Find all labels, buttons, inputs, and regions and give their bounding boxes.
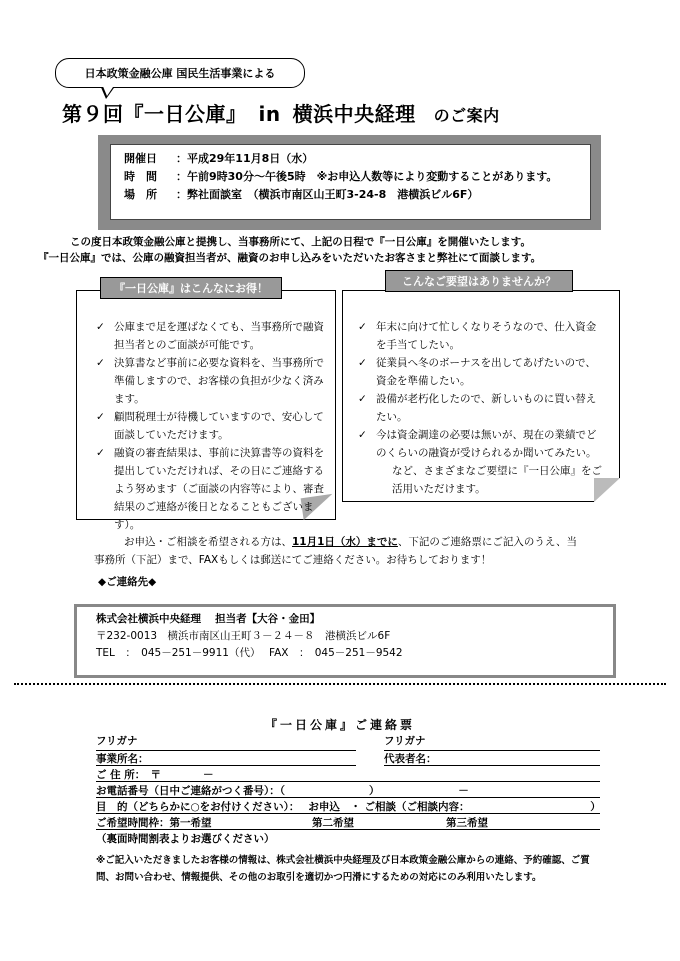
contact-company: 株式会社横浜中央経理 担当者【大谷・金田】 (96, 613, 321, 625)
page-title (62, 98, 500, 127)
check-icon: ✓ (358, 321, 367, 333)
check-icon: ✓ (358, 357, 367, 369)
apply-line-2: 事務所（下記）まで、FAXもしくは郵送にてご連絡ください。お待ちしております！ (94, 554, 492, 566)
needs-closing: など、さまざまなご要望に『一日公庫』をご活用いただけます。 (392, 465, 602, 495)
check-icon: ✓ (96, 357, 105, 369)
check-icon: ✓ (96, 411, 105, 423)
event-place-row (124, 186, 557, 204)
title-part-company: 横浜中央経理 (292, 102, 416, 126)
address-field[interactable]: ご 住 所： 〒 － (96, 767, 600, 782)
purpose-field[interactable]: 目 的（どちらかに○をお付けください）： お申込 ・ ご相談（ご相談内容： ） (96, 801, 601, 813)
contact-heading: ◆ご連絡先◆ (98, 576, 157, 588)
event-time-row (124, 168, 557, 186)
need-item: ✓ 従業員へ冬のボーナスを出してあげたいので、資金を準備したい。 (358, 354, 602, 390)
furigana-label-2: フリガナ (384, 735, 426, 747)
benefit-item: ✓ 顧問税理士が待機していますので、安心して面談していただけます。 (96, 408, 334, 444)
furigana-label-1: フリガナ (96, 735, 138, 747)
need-item: ✓ 年末に向けて忙しくなりそうなので、仕入資金を手当てしたい。 (358, 318, 602, 354)
benefit-item: ✓ 融資の審査結果は、事前に決算書等の資料を提出していただければ、その日にご連絡するよう努めます（ご面談の内容等により、審査結果のご連絡が後日となることもございます）。 (96, 444, 334, 534)
representative-field[interactable]: 代表者名： (384, 751, 600, 766)
phone-field[interactable]: お電話番号（日中ご連絡がつく番号）：（ ） － (96, 783, 600, 798)
form-note: （裏面時間割表よりお選びください） (96, 833, 275, 845)
title-part-event: 第９回『一日公庫』 (62, 102, 247, 126)
check-icon: ✓ (358, 393, 367, 405)
intro-line-1: この度日本政策金融公庫と提携し、当事務所にて、上記の日程で『一日公庫』を開催いたします。 (70, 236, 531, 248)
contact-address: 〒232-0013 横浜市南区山王町３－２４－８ 港横浜ビル6F (96, 630, 391, 642)
event-date-label: 開催日 (124, 152, 157, 165)
event-time: ：午前9時30分～午後5時 ※お申込人数等により変動することがあります。 (176, 170, 558, 183)
furigana-field-2[interactable] (384, 736, 600, 751)
event-date: ：平成29年11月8日（水） (176, 152, 314, 165)
apply-line-1: お申込・ご相談を希望される方は、11月1日（水）までに、下記のご連絡票にご記入のうえ、当 (124, 536, 578, 548)
event-info (124, 150, 557, 204)
check-icon: ✓ (96, 321, 105, 333)
benefits-list (96, 318, 334, 534)
privacy-note: ※ご記入いただきましたお客様の情報は、株式会社横浜中央経理及び日本政策金融公庫からの連絡、予約確認、ご質問、お問い合わせ、情報提供、その他のお取引を適切かつ円滑にするための対応にのみ利用いたします。 (96, 855, 590, 883)
office-name-field[interactable]: 事業所名： (96, 751, 356, 766)
need-item: ✓ 今は資金調達の必要は無いが、現在の業績でどのくらいの融資が受けられるか聞いてみたい。 (358, 426, 602, 462)
form-title: 『一日公庫』ご連絡票 (264, 718, 415, 732)
intro-text (38, 234, 542, 266)
intro-line-2: 『一日公庫』では、公庫の融資担当者が、融資のお申し込みをいただいたお客さまと弊社にて面談します。 (38, 252, 542, 264)
benefit-item: ✓ 決算書など事前に必要な資料を、当事務所で準備しますので、お客様の負担が少なく済みます。 (96, 354, 334, 408)
event-place: ：弊社面談室 （横浜市南区山王町3-24-8 港横浜ビル6F） (176, 188, 479, 201)
contact-info (96, 611, 403, 662)
event-place-label: 場 所 (124, 188, 157, 201)
check-icon: ✓ (358, 429, 367, 441)
need-item: ✓ 設備が老朽化したので、新しいものに買い替えたい。 (358, 390, 602, 426)
title-part-in: in (258, 102, 281, 126)
check-icon: ✓ (96, 447, 105, 459)
needs-list (358, 318, 602, 498)
benefits-tab: 『一日公庫』はこんなにお得！ (100, 277, 282, 299)
benefit-item: ✓ 公庫まで足を運ばなくても、当事務所で融資担当者とのご面談が可能です。 (96, 318, 334, 354)
apply-instructions (94, 533, 578, 569)
contact-phone: TEL ： 045－251－9911（代） FAX ： 045－251－9542 (96, 647, 403, 659)
sponsor-bubble: 日本政策金融公庫 国民生活事業による (55, 58, 305, 88)
cut-line (14, 683, 666, 685)
time-preference-field[interactable]: ご希望時間枠：第一希望 第二希望 第三希望 (96, 815, 600, 830)
speech-bubble-tail-fill (102, 84, 115, 96)
apply-deadline: 11月1日（水）までに (292, 536, 398, 548)
furigana-field-1[interactable] (96, 736, 356, 751)
event-date-row (124, 150, 557, 168)
title-part-guide: のご案内 (433, 106, 500, 125)
event-time-label: 時 間 (124, 170, 157, 183)
needs-tab: こんなご要望はありませんか？ (385, 270, 573, 292)
